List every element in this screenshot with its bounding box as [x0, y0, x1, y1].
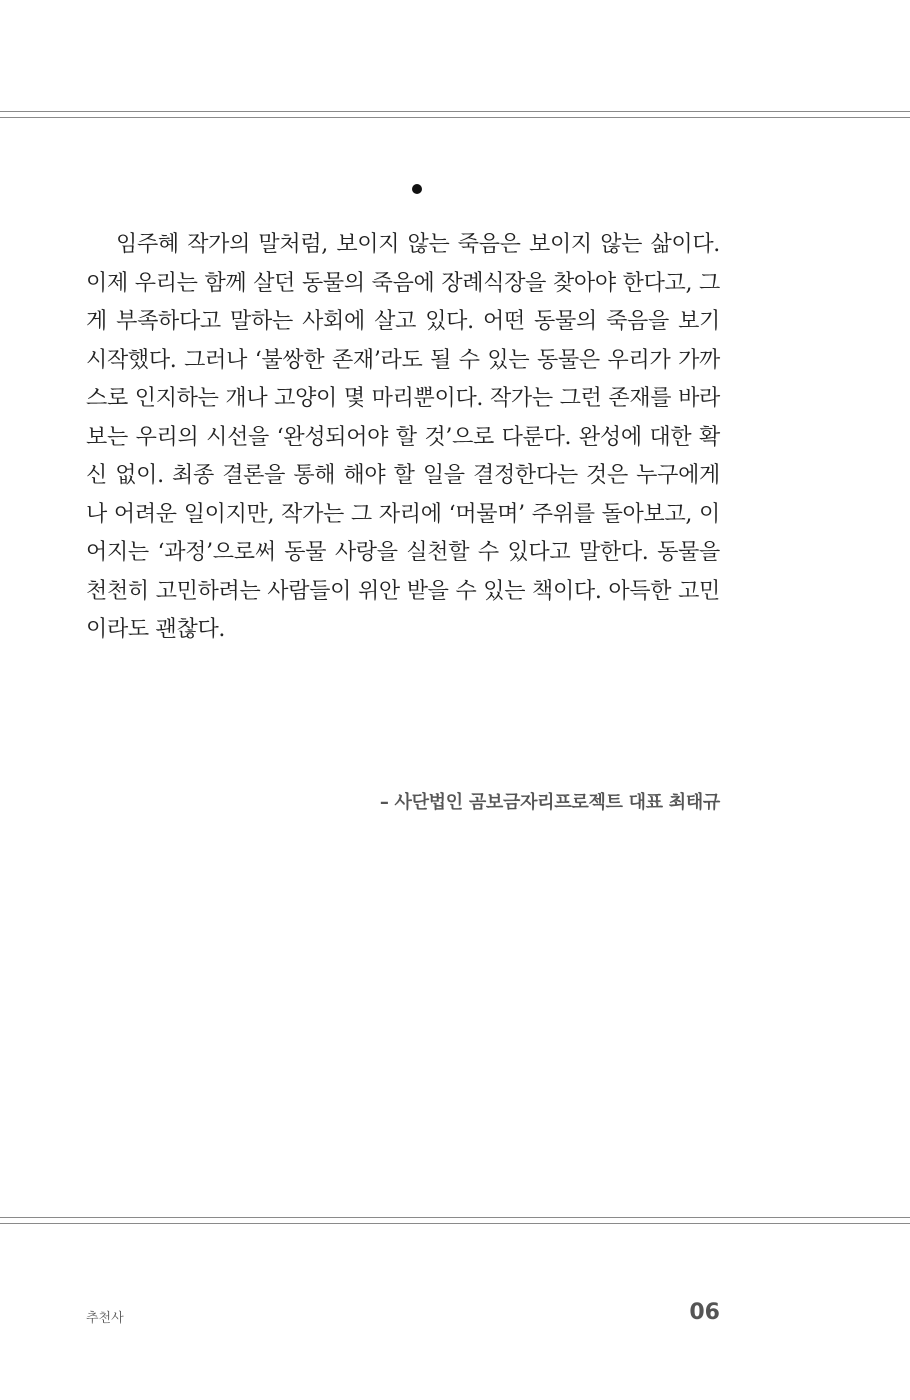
paragraph-line: 나 어려운 일이지만, 작가는 그 자리에 ‘머물며’ 주위를 돌아보고, 이 [86, 501, 720, 527]
top-rule-outer [0, 111, 910, 112]
paragraph-line: 어지는 ‘과정’으로써 동물 사랑을 실천할 수 있다고 말한다. 동물을 [86, 540, 720, 565]
section-bullet-icon [412, 184, 422, 194]
paragraph-line: 이라도 괜찮다. [86, 617, 226, 642]
paragraph-line: 보는 우리의 시선을 ‘완성되어야 할 것’으로 다룬다. 완성에 대한 확 [86, 424, 720, 450]
paragraph-line: 이제 우리는 함께 살던 동물의 죽음에 장례식장을 찾아야 한다고, 그 [86, 270, 720, 296]
bottom-rule-inner [0, 1223, 910, 1224]
top-rule-inner [0, 117, 910, 118]
paragraph-line: 시작했다. 그러나 ‘불쌍한 존재’라도 될 수 있는 동물은 우리가 가까 [86, 347, 720, 373]
paragraph-line: 게 부족하다고 말하는 사회에 살고 있다. 어떤 동물의 죽음을 보기 [86, 309, 720, 334]
paragraph-line: 신 없이. 최종 결론을 통해 해야 할 일을 결정한다는 것은 누구에게 [86, 463, 720, 488]
recommendation-paragraph [86, 226, 720, 650]
paragraph-line: 임주혜 작가의 말처럼, 보이지 않는 죽음은 보이지 않는 삶이다. [116, 232, 720, 257]
paragraph-line: 천천히 고민하려는 사람들이 위안 받을 수 있는 책이다. 아득한 고민 [86, 578, 720, 604]
paragraph-line: 스로 인지하는 개나 고양이 몇 마리뿐이다. 작가는 그런 존재를 바라 [86, 386, 720, 411]
author-signature: – 사단법인 곰보금자리프로젝트 대표 최태규 [379, 792, 720, 813]
page-number: 06 [689, 1300, 720, 1325]
bottom-rule-outer [0, 1217, 910, 1218]
footer-section-label: 추천사 [86, 1311, 124, 1326]
